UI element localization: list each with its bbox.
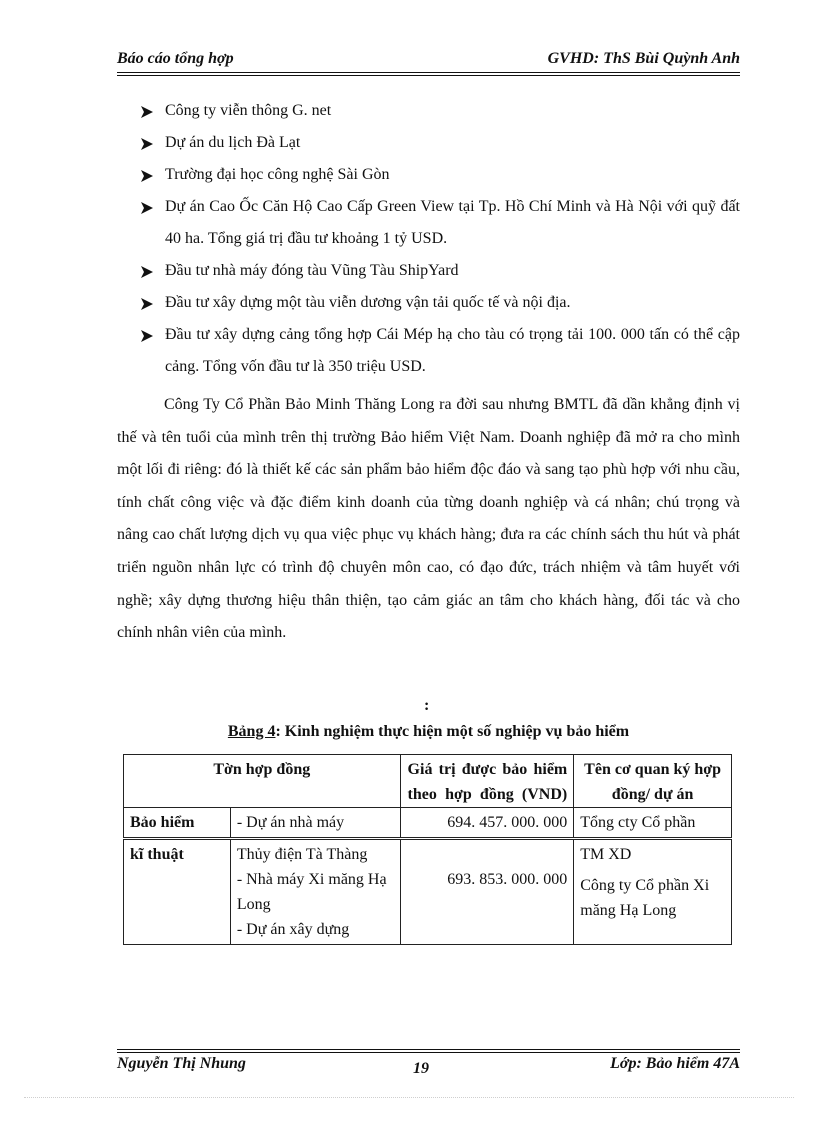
list-item-text: Đầu tư xây dựng một tàu viễn dương vận tải quốc tế và nội địa. xyxy=(165,294,571,311)
body-paragraph: Công Ty Cổ Phần Bảo Minh Thăng Long ra đời sau nhưng BMTL đã dần khẳng định vị thế và tên tuổi của mình trên thị trường Bảo hiểm Việt Nam. Doanh nghiệp đã mở ra cho mình một lối đi riêng: đó là thiết kế các sản phẩm bảo hiểm độc đáo và sang tạo phù hợp với nhu cầu, tính chất công việc và đặc điểm kinh doanh của từng doanh nghiệp và cá nhân; chú trọng và nâng cao chất lượng dịch vụ qua việc phục vụ khách hàng; đưa ra các chính sách thu hút và phát triển nguồn nhân lực có trình độ chuyên môn cao, có đạo đức, trách nhiệm và tâm huyết với nghề; xây dựng thương hiệu thân thiện, tạo cảm giác an tâm cho khách hàng, đối tác và cho chính nhân viên của mình. xyxy=(117,396,740,642)
page-bottom-divider xyxy=(24,1097,794,1098)
arrow-bullet-icon xyxy=(140,255,156,287)
page-header xyxy=(117,50,740,74)
page-footer xyxy=(117,1055,740,1079)
list-item xyxy=(140,287,740,319)
org-line: TM XD xyxy=(580,846,632,863)
org-cell xyxy=(574,839,732,945)
column-header-contract-name: Tờn hợp đồng xyxy=(124,755,401,808)
table-row xyxy=(124,839,732,945)
arrow-bullet-icon xyxy=(140,95,156,127)
header-report-title: Báo cáo tổng hợp xyxy=(117,50,234,67)
column-header-insured-value: Giá trị được bảo hiểm theo hợp đồng (VND) xyxy=(400,755,574,808)
list-item xyxy=(140,191,740,255)
arrow-bullet-icon xyxy=(140,191,156,223)
arrow-bullet-icon xyxy=(140,287,156,319)
header-rule xyxy=(117,72,740,76)
bullet-list xyxy=(140,95,740,383)
amount-value: 693. 853. 000. 000 xyxy=(447,871,568,888)
table-caption xyxy=(117,723,740,741)
arrow-bullet-icon xyxy=(140,159,156,191)
org-cell: Tổng cty Cổ phần xyxy=(574,808,732,839)
footer-author: Nguyễn Thị Nhung xyxy=(117,1055,246,1072)
page-number: 19 xyxy=(413,1060,429,1077)
org-line: Công ty Cổ phần Xi măng Hạ Long xyxy=(580,877,710,919)
insurance-experience-table xyxy=(123,754,732,945)
list-item xyxy=(140,319,740,383)
project-line: - Dự án xây dựng xyxy=(236,921,350,938)
list-item-text: Trường đại học công nghệ Sài Gòn xyxy=(165,166,390,183)
list-item xyxy=(140,127,740,159)
arrow-bullet-icon xyxy=(140,319,156,351)
table-caption-label: Bảng 4 xyxy=(227,723,276,740)
category-cell: Bảo hiểm xyxy=(124,808,231,839)
list-item xyxy=(140,255,740,287)
footer-class: Lớp: Bảo hiểm 47A xyxy=(610,1055,740,1072)
amount-cell: 694. 457. 000. 000 xyxy=(400,808,574,839)
list-item xyxy=(140,159,740,191)
list-item-text: Công ty viễn thông G. net xyxy=(165,102,332,119)
arrow-bullet-icon xyxy=(140,127,156,159)
list-item-text: Đầu tư xây dựng cảng tổng hợp Cái Mép hạ cho tàu có trọng tải 100. 000 tấn có thể cập cảng. Tổng vốn đầu tư là 350 triệu USD. xyxy=(165,326,740,375)
project-line: - Nhà máy Xi măng Hạ Long xyxy=(236,871,387,913)
project-cell xyxy=(230,839,400,945)
stray-mark: : xyxy=(424,697,430,714)
table-row xyxy=(124,808,732,839)
table-header-row xyxy=(124,755,732,808)
list-item-text: Dự án du lịch Đà Lạt xyxy=(165,134,301,151)
list-item-text: Dự án Cao Ốc Căn Hộ Cao Cấp Green View tại Tp. Hồ Chí Minh và Hà Nội với quỹ đất 40 ha. Tổng giá trị đầu tư khoảng 1 tỷ USD. xyxy=(165,198,740,247)
category-cell: kĩ thuật xyxy=(124,839,231,945)
list-item xyxy=(140,95,740,127)
header-supervisor: GVHD: ThS Bùi Quỳnh Anh xyxy=(547,50,740,67)
project-cell: - Dự án nhà máy xyxy=(230,808,400,839)
list-item-text: Đầu tư nhà máy đóng tàu Vũng Tàu ShipYard xyxy=(165,262,459,279)
amount-cell xyxy=(400,839,574,945)
project-line: Thủy điện Tà Thàng xyxy=(236,846,368,863)
footer-rule xyxy=(117,1049,740,1053)
column-header-contracting-org: Tên cơ quan ký hợp đồng/ dự án xyxy=(574,755,732,808)
table-caption-title: : Kinh nghiệm thực hiện một số nghiệp vụ bảo hiểm xyxy=(275,723,630,740)
